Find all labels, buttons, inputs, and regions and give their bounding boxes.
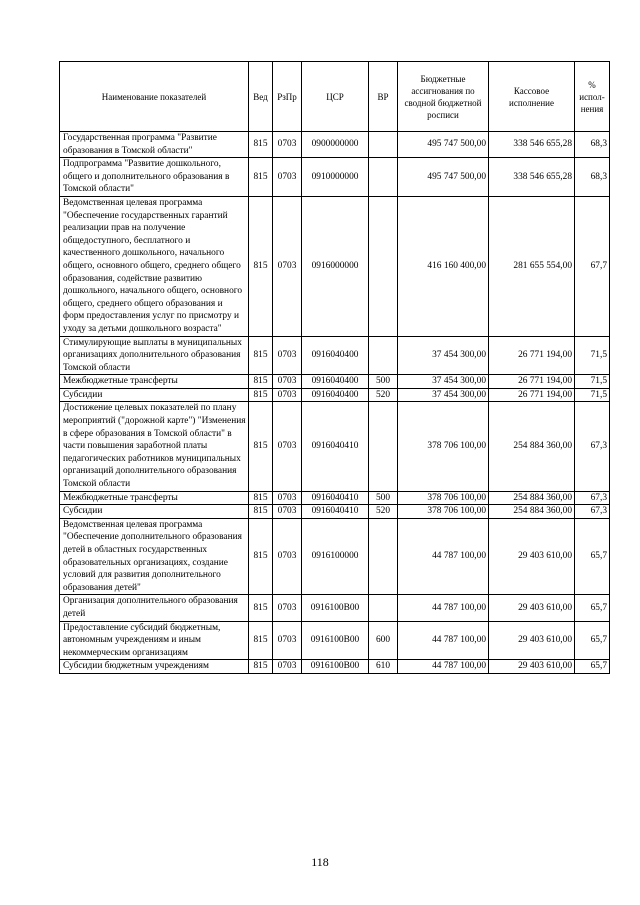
row-rzpr: 0703 — [273, 388, 302, 402]
row-rzpr: 0703 — [273, 336, 302, 375]
row-percent: 65,7 — [575, 518, 610, 595]
row-vr — [369, 196, 398, 336]
row-csr: 0916100В00 — [302, 595, 369, 621]
row-ved: 815 — [249, 491, 273, 505]
row-csr: 0916100В00 — [302, 621, 369, 660]
row-csr: 0916040410 — [302, 402, 369, 491]
row-budget: 378 706 100,00 — [398, 491, 489, 505]
row-csr: 0916040410 — [302, 505, 369, 519]
row-name: Ведомственная целевая программа "Обеспечение дополнительного образования детей в областных государственных образовательных организациях, создание условий для развития дополнительного образования детей" — [60, 518, 249, 595]
row-budget: 44 787 100,00 — [398, 518, 489, 595]
row-budget: 37 454 300,00 — [398, 388, 489, 402]
row-vr: 600 — [369, 621, 398, 660]
row-cash: 29 403 610,00 — [489, 621, 575, 660]
row-percent: 67,3 — [575, 505, 610, 519]
row-cash: 254 884 360,00 — [489, 491, 575, 505]
row-cash: 29 403 610,00 — [489, 518, 575, 595]
row-csr: 0916100000 — [302, 518, 369, 595]
row-cash: 254 884 360,00 — [489, 505, 575, 519]
row-vr — [369, 402, 398, 491]
row-cash: 26 771 194,00 — [489, 375, 575, 389]
row-ved: 815 — [249, 196, 273, 336]
row-cash: 254 884 360,00 — [489, 402, 575, 491]
row-percent: 67,3 — [575, 491, 610, 505]
row-csr: 0916040410 — [302, 491, 369, 505]
row-percent: 71,5 — [575, 336, 610, 375]
row-rzpr: 0703 — [273, 375, 302, 389]
header-ved: Вед — [249, 62, 273, 132]
table-row — [60, 336, 610, 375]
header-vr: ВР — [369, 62, 398, 132]
row-budget: 37 454 300,00 — [398, 336, 489, 375]
row-ved: 815 — [249, 518, 273, 595]
table-row — [60, 196, 610, 336]
row-vr: 520 — [369, 388, 398, 402]
table-row — [60, 132, 610, 158]
row-vr — [369, 158, 398, 197]
row-percent: 65,7 — [575, 660, 610, 674]
row-name: Стимулирующие выплаты в муниципальных организациях дополнительного образования Томской области — [60, 336, 249, 375]
row-cash: 338 546 655,28 — [489, 132, 575, 158]
header-csr: ЦСР — [302, 62, 369, 132]
row-ved: 815 — [249, 660, 273, 674]
row-rzpr: 0703 — [273, 518, 302, 595]
header-name: Наименование показателей — [60, 62, 249, 132]
row-vr: 520 — [369, 505, 398, 519]
row-rzpr: 0703 — [273, 595, 302, 621]
row-budget: 416 160 400,00 — [398, 196, 489, 336]
table-row — [60, 621, 610, 660]
row-percent: 68,3 — [575, 158, 610, 197]
row-name: Ведомственная целевая программа "Обеспечение государственных гарантий реализации прав на получение общедоступного, бесплатного и качественного дошкольного, начального общего, основного общего, среднего общего образования, содействие развитию дошкольного, начального общего, основного общего, среднего общего образования и форм предоставления услуг по присмотру и уходу за детьми дошкольного возраста" — [60, 196, 249, 336]
row-ved: 815 — [249, 595, 273, 621]
row-name: Государственная программа "Развитие образования в Томской области" — [60, 132, 249, 158]
row-rzpr: 0703 — [273, 158, 302, 197]
row-percent: 67,3 — [575, 402, 610, 491]
table-row — [60, 375, 610, 389]
header-rzpr: РзПр — [273, 62, 302, 132]
row-vr: 500 — [369, 491, 398, 505]
table-row — [60, 660, 610, 674]
row-csr: 0916040400 — [302, 336, 369, 375]
row-name: Субсидии бюджетным учреждениям — [60, 660, 249, 674]
row-budget: 44 787 100,00 — [398, 595, 489, 621]
table-header-row — [60, 62, 610, 132]
header-percent: % испол-нения — [575, 62, 610, 132]
row-csr: 0910000000 — [302, 158, 369, 197]
row-percent: 65,7 — [575, 595, 610, 621]
row-ved: 815 — [249, 132, 273, 158]
table-row — [60, 388, 610, 402]
row-cash: 26 771 194,00 — [489, 388, 575, 402]
row-percent: 67,7 — [575, 196, 610, 336]
row-ved: 815 — [249, 402, 273, 491]
row-name: Субсидии — [60, 388, 249, 402]
row-vr — [369, 518, 398, 595]
row-vr: 610 — [369, 660, 398, 674]
row-ved: 815 — [249, 621, 273, 660]
row-percent: 71,5 — [575, 375, 610, 389]
page-number: 118 — [311, 855, 329, 869]
row-cash: 281 655 554,00 — [489, 196, 575, 336]
row-budget: 44 787 100,00 — [398, 621, 489, 660]
header-cash: Кассовое исполнение — [489, 62, 575, 132]
table-row — [60, 491, 610, 505]
row-vr — [369, 336, 398, 375]
row-rzpr: 0703 — [273, 660, 302, 674]
row-ved: 815 — [249, 505, 273, 519]
row-budget: 378 706 100,00 — [398, 402, 489, 491]
row-cash: 26 771 194,00 — [489, 336, 575, 375]
row-cash: 29 403 610,00 — [489, 595, 575, 621]
row-budget: 495 747 500,00 — [398, 132, 489, 158]
row-csr: 0900000000 — [302, 132, 369, 158]
table-row — [60, 158, 610, 197]
header-budget: Бюджетные ассигнования по сводной бюджетной росписи — [398, 62, 489, 132]
row-rzpr: 0703 — [273, 402, 302, 491]
row-percent: 68,3 — [575, 132, 610, 158]
row-budget: 44 787 100,00 — [398, 660, 489, 674]
table-row — [60, 505, 610, 519]
row-vr: 500 — [369, 375, 398, 389]
row-rzpr: 0703 — [273, 505, 302, 519]
row-percent: 65,7 — [575, 621, 610, 660]
table-row — [60, 402, 610, 491]
row-budget: 495 747 500,00 — [398, 158, 489, 197]
table-row — [60, 595, 610, 621]
row-name: Межбюджетные трансферты — [60, 491, 249, 505]
row-name: Достижение целевых показателей по плану мероприятий ("дорожной карте") "Изменения в сфере образования в Томской области" в части повышения заработной платы педагогических работников муниципальных организаций дополнительного образования Томской области — [60, 402, 249, 491]
row-rzpr: 0703 — [273, 491, 302, 505]
row-name: Организация дополнительного образования детей — [60, 595, 249, 621]
table-row — [60, 518, 610, 595]
row-cash: 29 403 610,00 — [489, 660, 575, 674]
row-vr — [369, 595, 398, 621]
row-budget: 378 706 100,00 — [398, 505, 489, 519]
row-name: Предоставление субсидий бюджетным, автономным учреждениям и иным некоммерческим организациям — [60, 621, 249, 660]
row-percent: 71,5 — [575, 388, 610, 402]
row-ved: 815 — [249, 336, 273, 375]
row-cash: 338 546 655,28 — [489, 158, 575, 197]
row-rzpr: 0703 — [273, 196, 302, 336]
row-name: Подпрограмма "Развитие дошкольного, общего и дополнительного образования в Томской области" — [60, 158, 249, 197]
row-name: Субсидии — [60, 505, 249, 519]
row-name: Межбюджетные трансферты — [60, 375, 249, 389]
table-body — [60, 132, 610, 674]
row-csr: 0916100В00 — [302, 660, 369, 674]
budget-execution-table — [59, 61, 610, 674]
row-ved: 815 — [249, 375, 273, 389]
row-rzpr: 0703 — [273, 621, 302, 660]
row-budget: 37 454 300,00 — [398, 375, 489, 389]
row-vr — [369, 132, 398, 158]
row-csr: 0916040400 — [302, 388, 369, 402]
row-ved: 815 — [249, 158, 273, 197]
row-rzpr: 0703 — [273, 132, 302, 158]
row-ved: 815 — [249, 388, 273, 402]
row-csr: 0916040400 — [302, 375, 369, 389]
row-csr: 0916000000 — [302, 196, 369, 336]
